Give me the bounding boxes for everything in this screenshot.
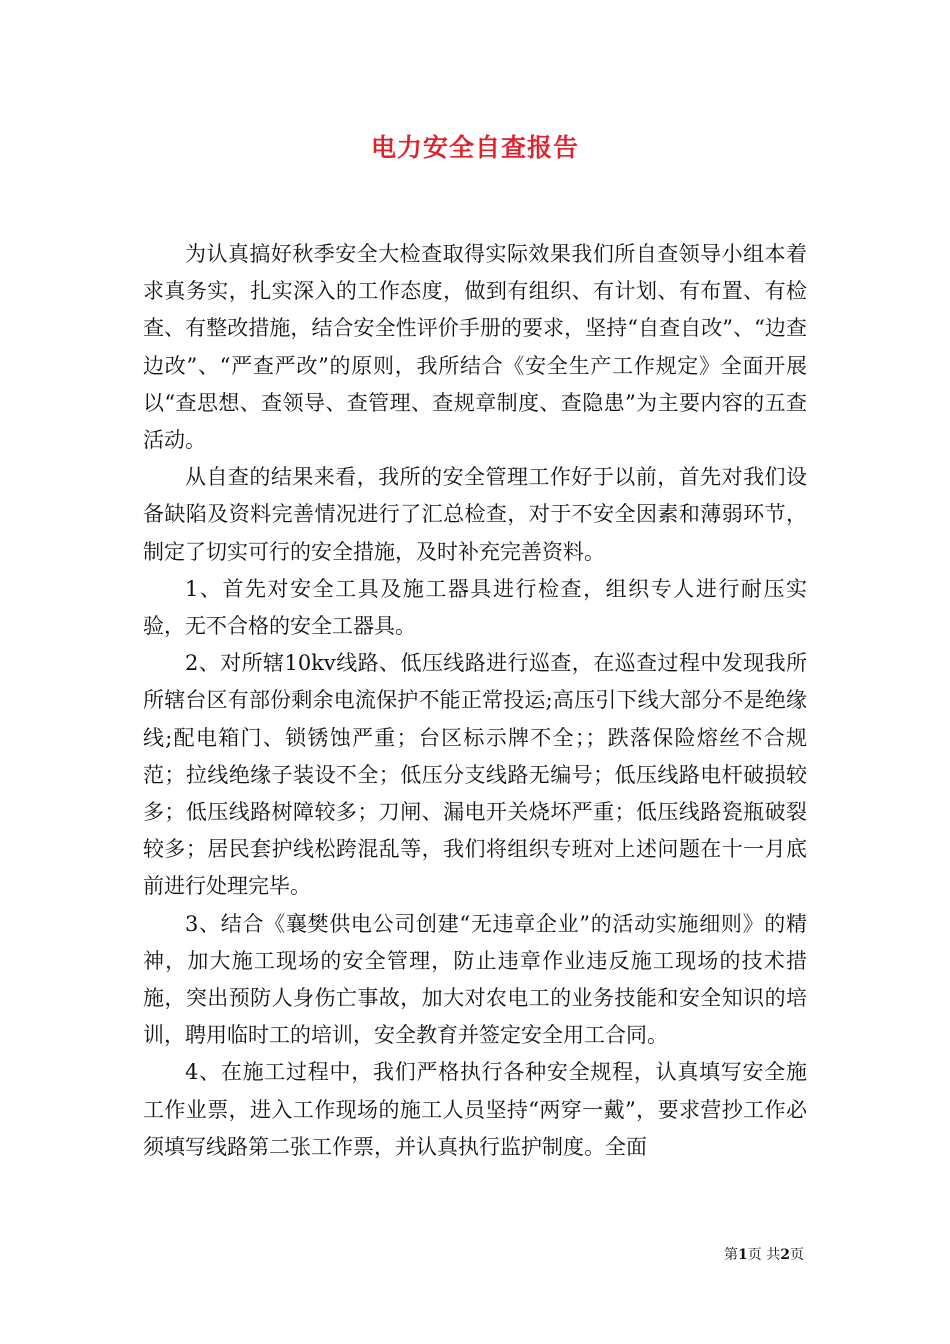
- paragraph-item-1: 1、首先对安全工具及施工器具进行检查，组织专人进行耐压实验，无不合格的安全工器具。: [143, 576, 807, 639]
- document-body: [143, 236, 807, 1166]
- paragraph-item-2: 2、对所辖10kv线路、低压线路进行巡查，在巡查过程中发现我所所辖台区有部份剩余电流保护不能正常投运;高压引下线大部分不是绝缘线;配电箱门、锁锈蚀严重；台区标示牌不全；；跌落保险熔丝不合规范；拉线绝缘子装设不全；低压分支线路无编号；低压线路电杆破损较多；低压线路树障较多；刀闸、漏电开关烧坏严重；低压线路瓷瓶破裂较多；居民套护线松跨混乱等，我们将组织专班对上述问题在十一月底前进行处理完毕。: [143, 651, 807, 899]
- footer-suffix: 页: [790, 1247, 804, 1263]
- total-pages-number: 2: [780, 1247, 790, 1263]
- paragraph-item-3: 3、结合《襄樊供电公司创建“无违章企业”的活动实施细则》的精神，加大施工现场的安全管理，防止违章作业违反施工现场的技术措施，突出预防人身伤亡事故，加大对农电工的业务技能和安全知识的培训，聘用临时工的培训，安全教育并签定安全用工合同。: [143, 911, 807, 1048]
- footer-prefix: 第: [724, 1247, 739, 1263]
- current-page-number: 1: [738, 1247, 748, 1263]
- paragraph-results: 从自查的结果来看，我所的安全管理工作好于以前，首先对我们设备缺陷及资料完善情况进行了汇总检查，对于不安全因素和薄弱环节，制定了切实可行的安全措施，及时补充完善资料。: [143, 465, 807, 564]
- document-title: 电力安全自查报告: [370, 133, 579, 162]
- page-number-footer: [724, 1244, 804, 1264]
- paragraph-intro: 为认真搞好秋季安全大检查取得实际效果我们所自查领导小组本着求真务实，扎实深入的工作态度，做到有组织、有计划、有布置、有检查、有整改措施，结合安全性评价手册的要求，坚持“自查自改”、“边查边改”、“严查严改”的原则，我所结合《安全生产工作规定》全面开展以“查思想、查领导、查管理、查规章制度、查隐患”为主要内容的五查活动。: [143, 242, 807, 453]
- footer-middle: 页 共: [747, 1247, 781, 1263]
- paragraph-item-4: 4、在施工过程中，我们严格执行各种安全规程，认真填写安全施工作业票，进入工作现场的施工人员坚持“两穿一戴”，要求营抄工作必须填写线路第二张工作票，并认真执行监护制度。全面: [143, 1060, 807, 1159]
